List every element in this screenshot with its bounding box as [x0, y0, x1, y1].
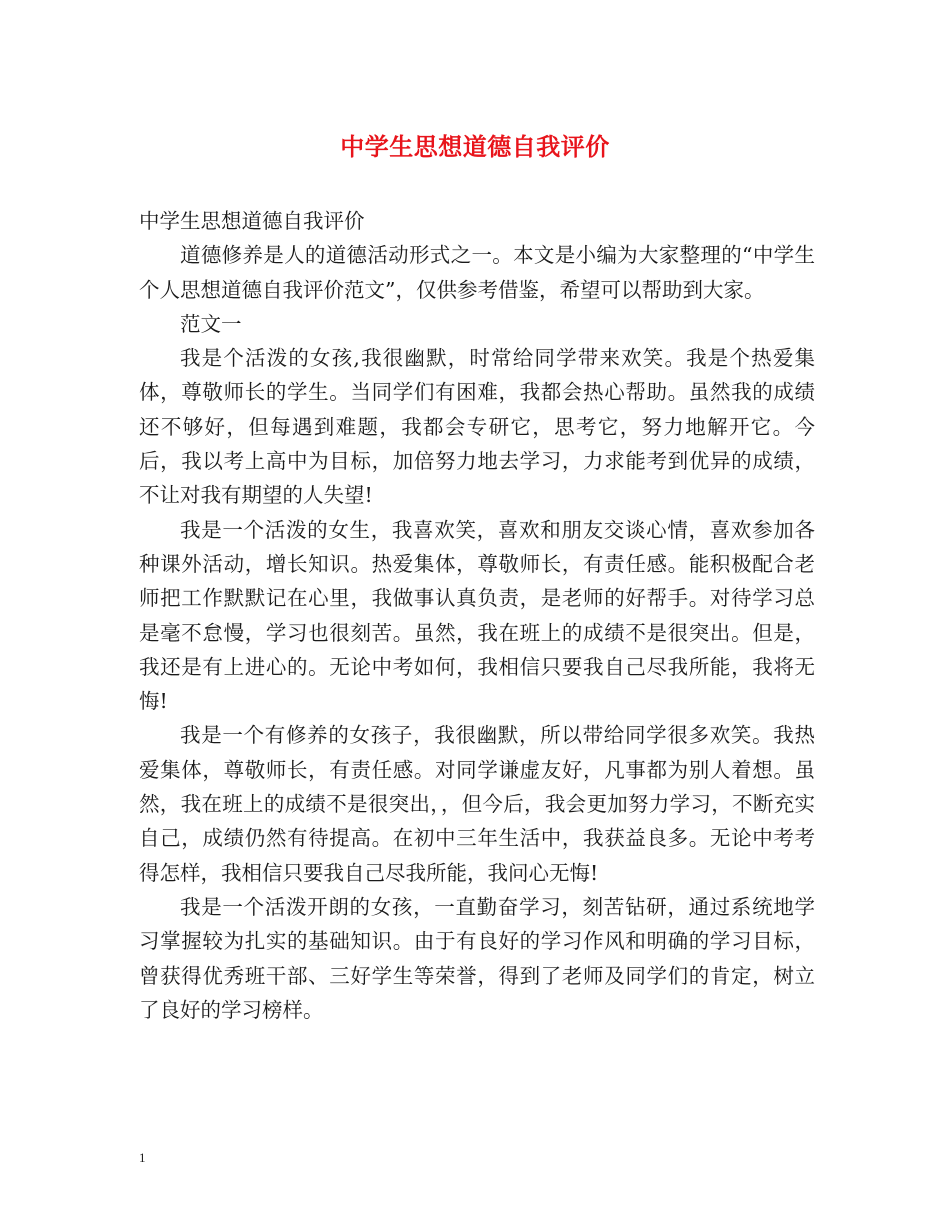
page-number: 1 [139, 1150, 146, 1165]
document-body [139, 204, 815, 1027]
document-title: 中学生思想道德自我评价 [340, 132, 610, 161]
paragraph: 我是一个有修养的女孩子，我很幽默，所以带给同学很多欢笑。我热爱集体，尊敬师长，有责任感。对同学谦虚友好，凡事都为别人着想。虽然，我在班上的成绩不是很突出，，但今后，我会更加努力学习，不断充实自己，成绩仍然有待提高。在初中三年生活中，我获益良多。无论中考考得怎样，我相信只要我自己尽我所能，我问心无悔! [139, 723, 815, 885]
paragraph: 道德修养是人的道德活动形式之一。本文是小编为大家整理的“中学生个人思想道德自我评价范文”，仅供参考借鉴，希望可以帮助到大家。 [139, 243, 815, 302]
paragraph: 我是一个活泼开朗的女孩，一直勤奋学习，刻苦钻研，通过系统地学习掌握较为扎实的基础知识。由于有良好的学习作风和明确的学习目标，曾获得优秀班干部、三好学生等荣誉，得到了老师及同学们的肯定，树立了良好的学习榜样。 [139, 894, 815, 1022]
paragraph: 我是个活泼的女孩,我很幽默，时常给同学带来欢笑。我是个热爱集体，尊敬师长的学生。当同学们有困难，我都会热心帮助。虽然我的成绩还不够好，但每遇到难题，我都会专研它，思考它，努力地解开它。今后，我以考上高中为目标，加倍努力地去学习，力求能考到优异的成绩，不让对我有期望的人失望! [139, 346, 815, 508]
paragraph: 中学生思想道德自我评价 [139, 209, 365, 233]
section-heading: 范文一 [180, 311, 242, 336]
paragraph: 我是一个活泼的女生，我喜欢笑，喜欢和朋友交谈心情，喜欢参加各种课外活动，增长知识。热爱集体，尊敬师长，有责任感。能积极配合老师把工作默默记在心里，我做事认真负责，是老师的好帮手。对待学习总是毫不怠慢，学习也很刻苦。虽然，我在班上的成绩不是很突出。但是，我还是有上进心的。无论中考如何，我相信只要我自己尽我所能，我将无悔! [139, 517, 815, 714]
